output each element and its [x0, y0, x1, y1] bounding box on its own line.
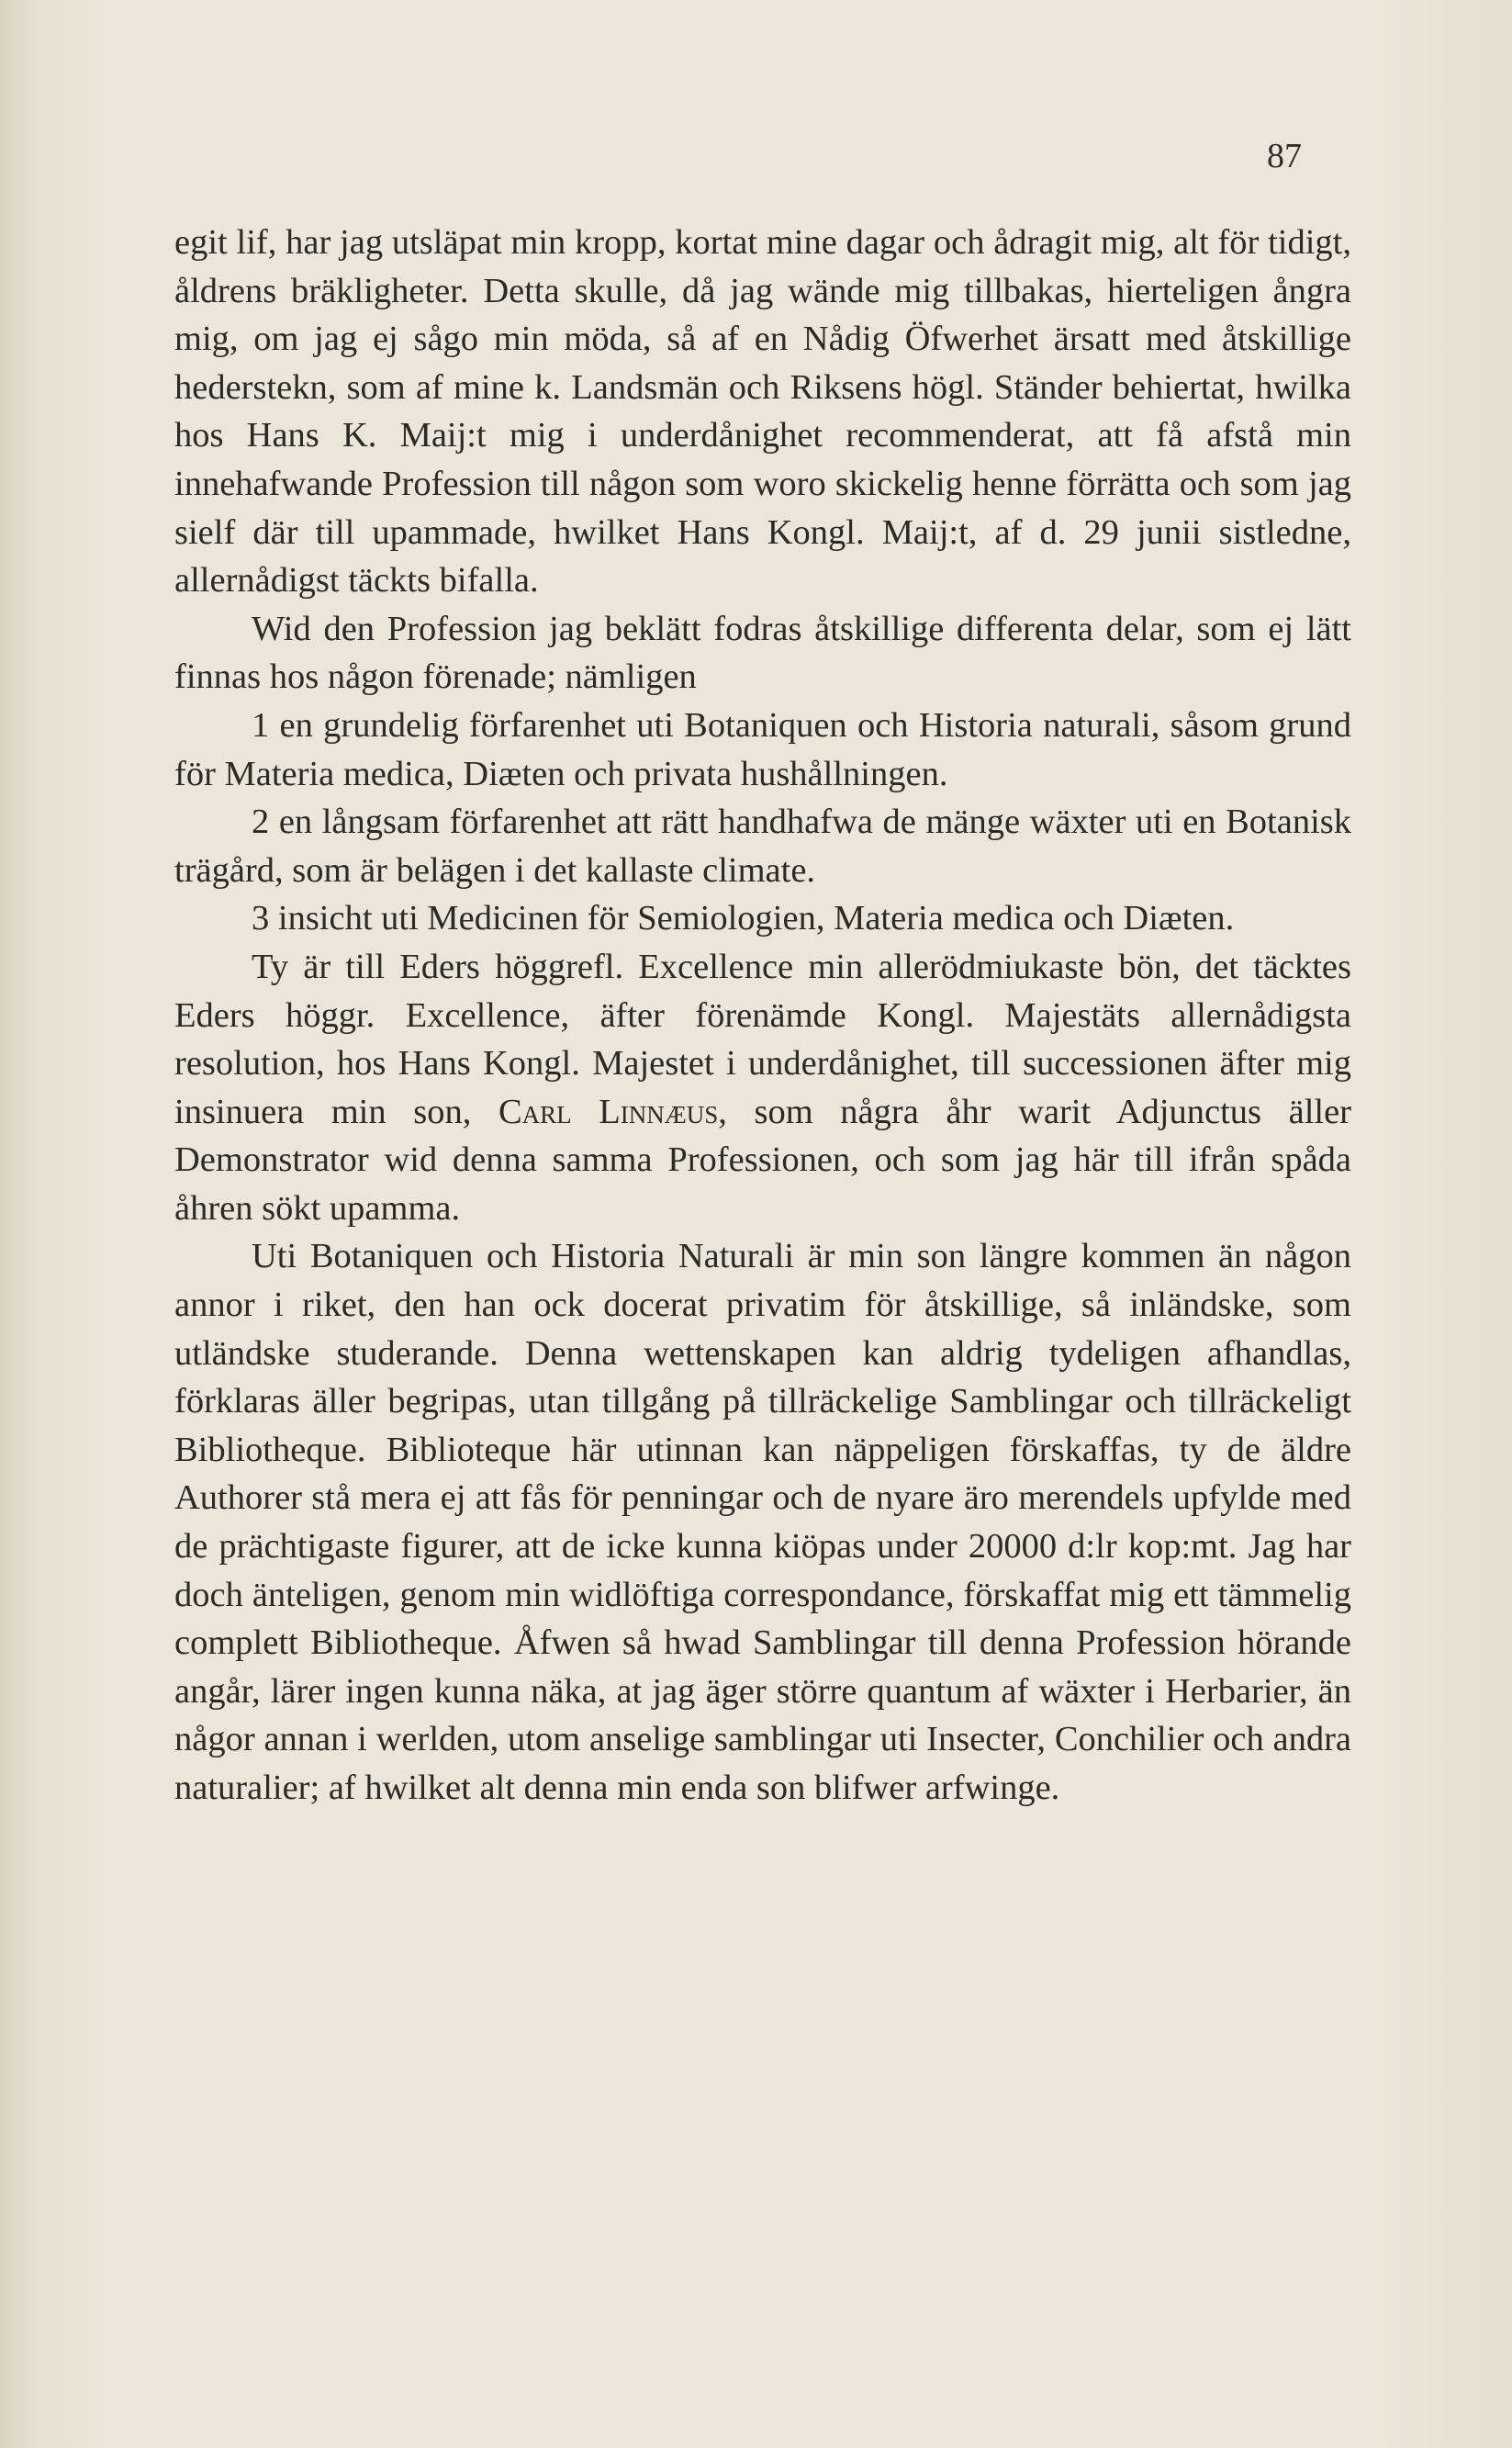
- son-name: Carl Linnæus: [498, 1092, 719, 1131]
- body-text: [174, 219, 1351, 1813]
- request-text-after: , som några åhr warit Adjunctus äller Demonstrator wid denna samma Professionen, och som jag här till ifrån spåda åhren sökt upamma.: [174, 1092, 1351, 1228]
- paragraph-son-qualifications: Uti Botaniquen och Historia Naturali är min son längre kommen än någon annor i riket, den han ock docerat privatim för åtskillige, så inländske, som utländske studerande. Denna wettenskapen kan aldrig tydeligen afhandlas, förklaras äller begripas, utan tillgång på tillräckelige Samblingar och tillräckeligt Bibliotheque. Biblioteque här utinnan kan näppeligen förskaffas, ty de äldre Authorer stå mera ej att fås för penningar och de nyare äro merendels upfylde med de prächtigaste figurer, att de icke kunna kiöpas under 20000 d:lr kop:mt. Jag har doch änteligen, genom min widlöftiga correspondance, förskaffat mig ett tämmelig complett Bibliotheque. Åfwen så hwad Samblingar till denna Profession hörande angår, lärer ingen kunna näka, at jag äger större quantum af wäxter i Herbarier, än någor annan i werlden, utom anselige samblingar uti Insecter, Conchilier och andra naturalier; af hwilket alt denna min enda son blifwer arfwinge.: [174, 1237, 1351, 1807]
- paragraph-item-2: 2 en långsam förfarenhet att rätt handhafwa de mänge wäxter uti en Botanisk trägård, som är belägen i det kallaste climate.: [174, 803, 1351, 890]
- paragraph-continuation: egit lif, har jag utsläpat min kropp, kortat mine dagar och ådragit mig, alt för tidigt, åldrens bräkligheter. Detta skulle, då jag wände mig tillbakas, hierteligen ångra mig, om jag ej sågo min möda, så af en Nådig Öfwerhet ärsatt med åtskillige hederstekn, som af mine k. Landsmän och Riksens högl. Ständer behiertat, hwilka hos Hans K. Maij:t mig i underdånighet recommenderat, att få afstå min innehafwande Profession till någon som woro skickelig henne förrätta och som jag sielf där till upammade, hwilket Hans Kongl. Maij:t, af d. 29 junii sistledne, allernådigst täckts bifalla.: [174, 223, 1351, 601]
- paragraph-item-1: 1 en grundelig förfarenhet uti Botaniquen och Historia naturali, såsom grund för Materia medica, Diæten och privata hushållningen.: [174, 705, 1351, 793]
- request-text-before: Ty är till Eders höggrefl. Excellence min allerödmiukaste bön, det täcktes Eders höggr. Excellence, äfter förenämde Kongl. Majestäts allernådigsta resolution, hos Hans Kongl. Majestet i underdånighet, till successionen äfter mig insinuera min son,: [174, 947, 1351, 1131]
- page-number: 87: [1267, 137, 1302, 175]
- paragraph-request: [174, 943, 1351, 1233]
- paragraph-item-3: 3 insicht uti Medicinen för Semiologien, Materia medica och Diæten.: [252, 899, 1235, 938]
- paragraph-profession-parts: Wid den Profession jag beklätt fodras åtskillige differenta delar, som ej lätt finnas hos någon förenade; nämligen: [174, 609, 1351, 697]
